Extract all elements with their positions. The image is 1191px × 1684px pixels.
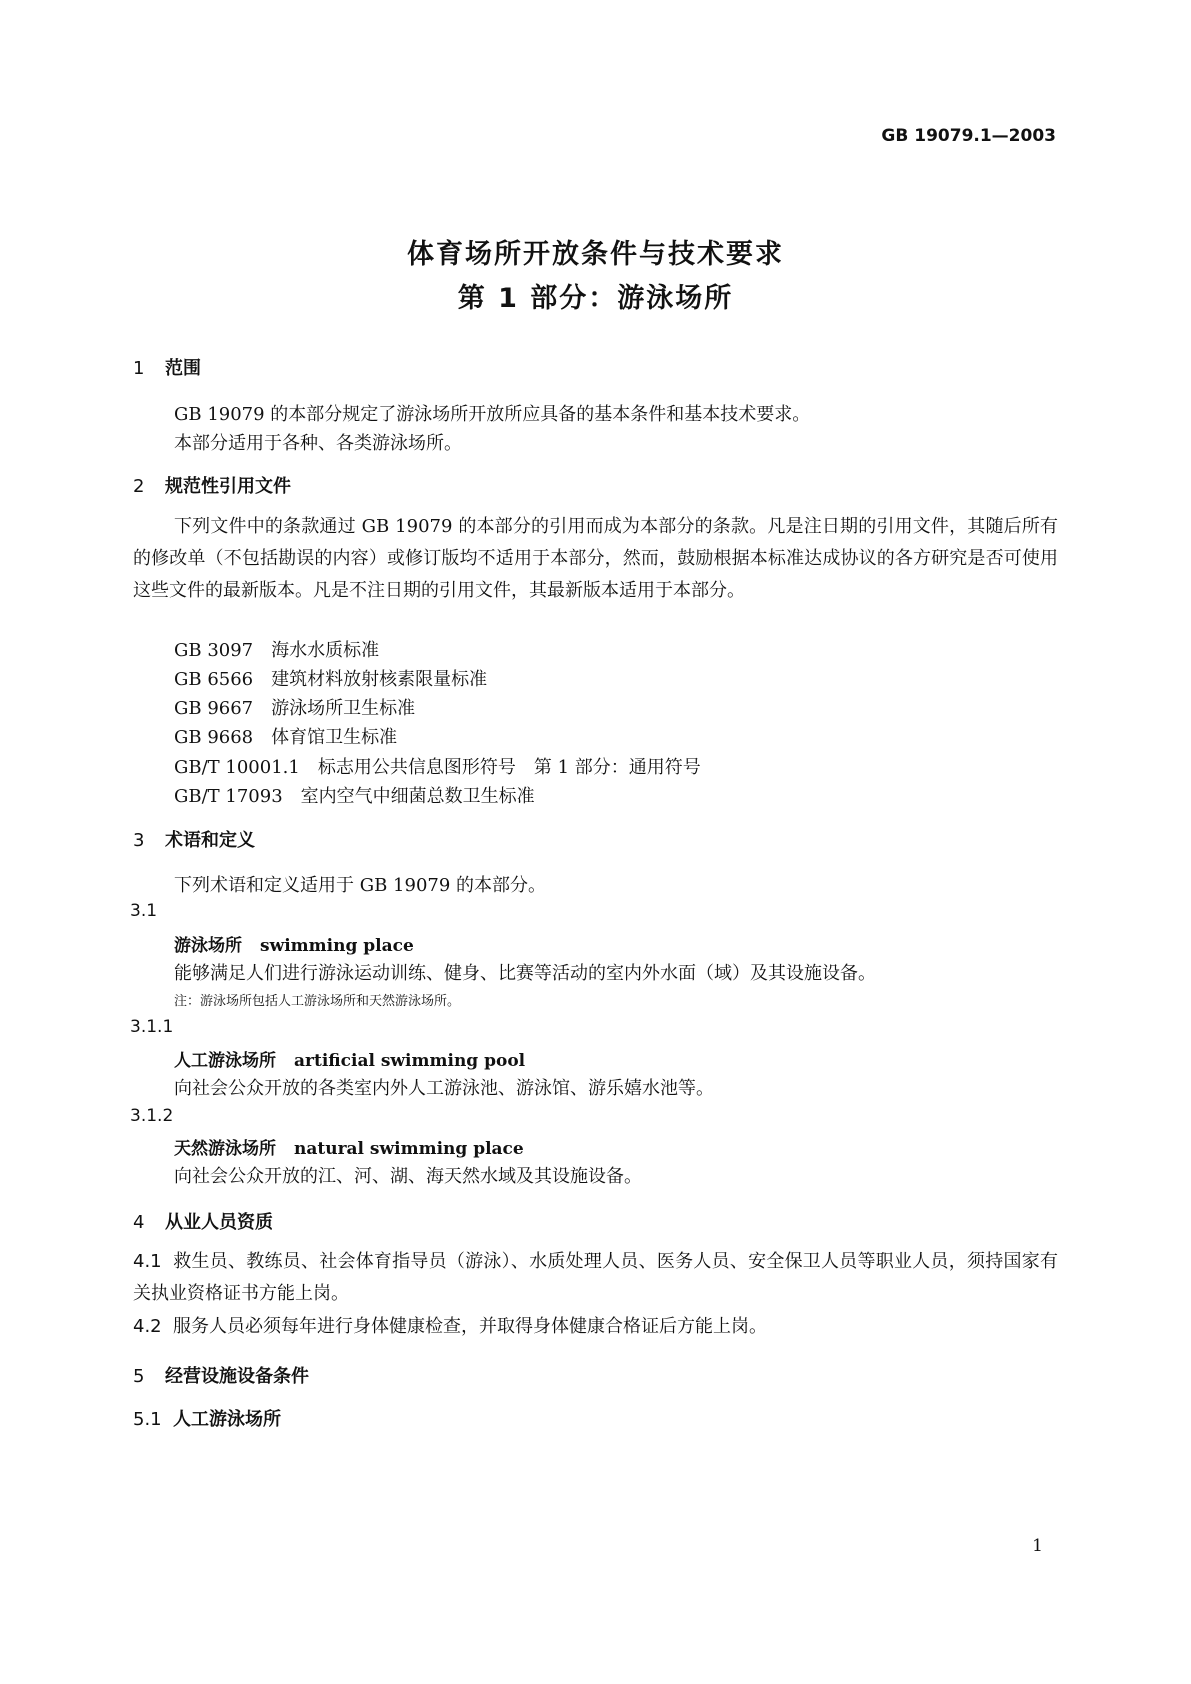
section-2-heading xyxy=(133,472,291,498)
section-number: 2 xyxy=(133,476,145,497)
clause-number: 4.2 xyxy=(133,1316,162,1337)
clause-number: 4.1 xyxy=(133,1251,162,1272)
term-english: natural swimming place xyxy=(294,1139,524,1159)
section-3-heading xyxy=(133,826,255,852)
section-4-heading xyxy=(133,1208,273,1234)
reference-item xyxy=(174,694,415,720)
subsection-5-1-heading xyxy=(133,1405,281,1431)
reference-code: GB 6566 xyxy=(174,669,254,690)
reference-code: GB/T 10001.1 xyxy=(174,757,300,778)
term-number: 3.1 xyxy=(130,901,158,921)
section-number: 1 xyxy=(133,358,145,379)
reference-code: GB 9667 xyxy=(174,698,254,719)
clause-text: 服务人员必须每年进行身体健康检查，并取得身体健康合格证后方能上岗。 xyxy=(173,1316,767,1337)
section-number: 4 xyxy=(133,1212,145,1233)
page-number: 1 xyxy=(1032,1536,1043,1556)
reference-title: 体育馆卫生标准 xyxy=(271,727,398,748)
reference-title: 室内空气中细菌总数卫生标准 xyxy=(300,786,535,807)
subsection-number: 5.1 xyxy=(133,1409,162,1430)
paragraph: 下列术语和定义适用于 GB 19079 的本部分。 xyxy=(174,875,547,896)
section-title: 从业人员资质 xyxy=(165,1212,273,1233)
clause-4-1 xyxy=(133,1246,1058,1310)
reference-title: 游泳场所卫生标准 xyxy=(271,698,416,719)
reference-item xyxy=(174,665,487,691)
term-chinese: 人工游泳场所 xyxy=(174,1051,276,1071)
section-title: 经营设施设备条件 xyxy=(165,1366,309,1387)
reference-title: 建筑材料放射核素限量标准 xyxy=(271,669,488,690)
term-number: 3.1.1 xyxy=(130,1017,174,1037)
paragraph: GB 19079 的本部分规定了游泳场所开放所应具备的基本条件和基本技术要求。 xyxy=(174,404,811,425)
term-definition: 能够满足人们进行游泳运动训练、健身、比赛等活动的室内外水面（域）及其设施设备。 xyxy=(174,963,876,984)
subsection-title: 人工游泳场所 xyxy=(173,1409,281,1430)
section-title: 术语和定义 xyxy=(165,830,255,851)
document-subtitle: 第 1 部分：游泳场所 xyxy=(457,283,734,314)
term-heading xyxy=(174,1046,525,1071)
clause-text: 救生员、教练员、社会体育指导员（游泳）、水质处理人员、医务人员、安全保卫人员等职业人员，须持国家有关执业资格证书方能上岗。 xyxy=(133,1251,1058,1304)
term-english: artificial swimming pool xyxy=(294,1051,526,1071)
section-title: 规范性引用文件 xyxy=(165,476,291,497)
section-1-heading xyxy=(133,354,201,380)
reference-item xyxy=(174,723,397,749)
term-heading xyxy=(174,1134,524,1159)
section-title: 范围 xyxy=(165,358,201,379)
reference-item xyxy=(174,636,379,662)
reference-code: GB/T 17093 xyxy=(174,786,283,807)
term-english: swimming place xyxy=(260,936,414,956)
term-note: 注：游泳场所包括人工游泳场所和天然游泳场所。 xyxy=(174,994,461,1009)
term-heading xyxy=(174,931,414,956)
term-chinese: 天然游泳场所 xyxy=(174,1139,276,1159)
paragraph: 本部分适用于各种、各类游泳场所。 xyxy=(174,433,462,454)
section-5-heading xyxy=(133,1362,309,1388)
reference-code: GB 3097 xyxy=(174,640,254,661)
term-definition: 向社会公众开放的江、河、湖、海天然水域及其设施设备。 xyxy=(174,1166,642,1187)
term-chinese: 游泳场所 xyxy=(174,936,242,956)
standard-code: GB 19079.1—2003 xyxy=(881,126,1056,146)
term-number: 3.1.2 xyxy=(130,1106,174,1126)
document-title: 体育场所开放条件与技术要求 xyxy=(407,239,784,270)
section-number: 5 xyxy=(133,1366,145,1387)
reference-item xyxy=(174,782,535,808)
section-number: 3 xyxy=(133,830,145,851)
reference-title: 海水水质标准 xyxy=(271,640,380,661)
paragraph: 下列文件中的条款通过 GB 19079 的本部分的引用而成为本部分的条款。凡是注日期的引用文件，其随后所有的修改单（不包括勘误的内容）或修订版均不适用于本部分，然而，鼓励根据本标准达成协议的各方研究是否可使用这些文件的最新版本。凡是不注日期的引用文件，其最新版本适用于本部分。 xyxy=(133,516,1058,601)
reference-title: 标志用公共信息图形符号 第 1 部分：通用符号 xyxy=(317,757,701,778)
term-definition: 向社会公众开放的各类室内外人工游泳池、游泳馆、游乐嬉水池等。 xyxy=(174,1078,714,1099)
reference-item xyxy=(174,753,701,779)
reference-code: GB 9668 xyxy=(174,727,254,748)
clause-4-2 xyxy=(133,1311,1058,1343)
